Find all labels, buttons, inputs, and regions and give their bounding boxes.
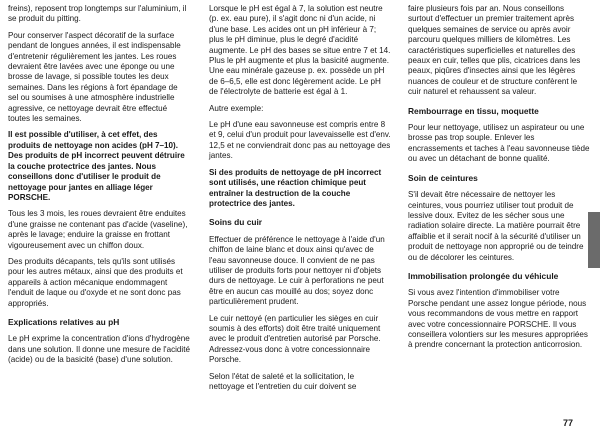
paragraph: Tous les 3 mois, les roues devraient être enduites d'une graisse ne contenant pas d'acide (vaseline), après le lavage; enduire la graisse en frottant vigoureusement avec un chiffon doux. xyxy=(8,209,188,250)
paragraph: Le pH d'une eau savonneuse est compris entre 8 et 9, celui d'un produit pour lavevaisselle est d'env. 12,5 et ne conviendrait donc pas au nettoyage des jantes. xyxy=(209,120,391,161)
text-column-right xyxy=(408,4,590,357)
paragraph: Pour leur nettoyage, utilisez un aspirateur ou une brosse pas trop souple. Enlever les encrassements et taches à l'eau savonneuse tiède ou avec un détachant de bonne qualité. xyxy=(408,123,590,164)
paragraph: Selon l'état de saleté et la sollicitation, le nettoyage et l'entretien du cuir doivent se xyxy=(209,371,357,391)
page-number: 77 xyxy=(563,418,574,428)
paragraph: S'il devait être nécessaire de nettoyer les ceintures, vous pourriez utiliser tout produit de lessive doux. Evitez de les sécher sous une radiation solaire directe. La matière pourrait être affaiblie et il serait nocif à la sécurité d'utiliser un produit de nettoyage non approprié ou de teindre ou de décolorer les ceintures. xyxy=(408,190,584,262)
section-heading: Soin de ceintures xyxy=(408,172,478,183)
paragraph: Si vous avez l'intention d'immobiliser votre Porsche pendant une assez longue période, nous vous recommandons de vous mettre en rapport avec votre concessionnaire PORSCHE. Il vous conseillera volontiers sur les mesures appropriées à prendre concernant la protection anticorrosion. xyxy=(408,288,588,350)
paragraph: Effectuer de préférence le nettoyage à l'aide d'un chiffon de laine blanc et doux ainsi qu'avec de l'eau savonneuse douce. Il convient de ne pas utiliser de produits forts pour nettoyer ni d'objets durs de nettoyage. Le cuir à perforations ne peut être en aucun cas mouillé au dos; soyez donc particulièrement prudent. xyxy=(209,234,385,307)
paragraph: Autre exemple: xyxy=(209,103,264,113)
section-heading: Soins du cuir xyxy=(209,217,263,228)
paragraph: Lorsque le pH est égal à 7, la solution est neutre (p. ex. eau pure), il s'agit donc ni d'un acide, ni d'une base. Les acides ont un pH inférieur à 7; plus le pH diminue, plus le degré d'acidité augmente. Le pH des bases se situe entre 7 et 14. Plus le pH augmente et plus la basicité augmente. Une eau minérale gazeuse p. ex. possède un pH de 6–6,5, elle est donc légèrement acide. Le pH de l'électrolyte de batterie est égal à 1. xyxy=(209,4,391,97)
paragraph: freins), reposent trop longtemps sur l'aluminium, il se produit du pitting. xyxy=(8,4,187,24)
paragraph: Le pH exprime la concentration d'ions d'hydrogène dans une solution. Il donne une mesure de l'acidité (acide) ou de la basicité (base) d'une solution. xyxy=(8,334,190,365)
paragraph: faire plusieurs fois par an. Nous conseillons surtout d'effectuer un premier traitement après quelques semaines de service ou après avoir parcouru quelques milliers de kilomètres. Les caractéristiques superficielles et naturelles des peaux en cuir, telles que plis, cicatrices dans les peaux, piqûres d'insectes ainsi que les légères nuances de couleur et de structure confèrent le cuir naturel et rehaussent sa valeur. xyxy=(408,4,581,97)
section-heading: Immobilisation prolongée du véhicule xyxy=(408,270,559,281)
paragraph: Des produits décapants, tels qu'ils sont utilisés pour les autres métaux, ainsi que des produits et appareils à action mécanique endommagent l'enduit de laque ou d'oxyde et ne sont donc pas appropriés. xyxy=(8,256,183,308)
text-column-middle xyxy=(209,4,391,398)
text-column-left xyxy=(8,4,190,372)
section-heading: Explications relatives au pH xyxy=(8,316,120,327)
section-tab-marker xyxy=(588,212,600,268)
bold-paragraph: Si des produits de nettoyage de pH incorrect sont utilisés, une réaction chimique peut entraîner la destruction de la couche protectrice des jantes. xyxy=(209,167,382,208)
paragraph: Pour conserver l'aspect décoratif de la surface pendant de longues années, il est indispensable d'entretenir régulièrement les jantes. Les roues devraient être lavées avec une éponge ou une brosse de lavage, si possible toutes les deux semaines. Dans les régions à fort épandage de sel ou soumises à une atmosphère industrielle agressive, ce nettoyage devrait être effectué toutes les semaines. xyxy=(8,30,181,124)
bold-paragraph: Il est possible d'utiliser, à cet effet, des produits de nettoyage non acides (pH 7–10). Des produits de pH incorrect peuvent détruire la couche protectrice des jantes. Nous conseillons donc d'utiliser le produit de nettoyage pour jantes en alliage léger PORSCHE. xyxy=(8,130,185,202)
paragraph: Le cuir nettoyé (en particulier les sièges en cuir soumis à des efforts) doit être traité uniquement avec le produit d'entretien autorisé par Porsche. Adressez-vous donc à votre concessionnaire Porsche. xyxy=(209,313,381,365)
section-heading: Rembourrage en tissu, moquette xyxy=(408,105,539,116)
